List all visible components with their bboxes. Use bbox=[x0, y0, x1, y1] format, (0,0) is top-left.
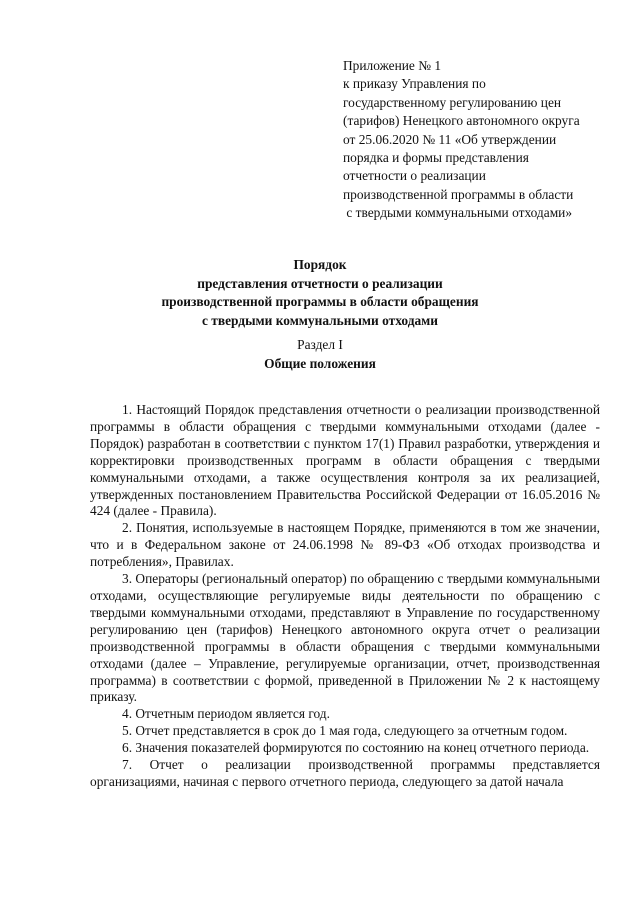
appendix-line: производственной программы в области bbox=[343, 186, 574, 202]
document-body bbox=[90, 402, 600, 791]
title-line: с твердыми коммунальными отходами bbox=[201, 312, 438, 328]
section-number: Раздел I bbox=[297, 337, 343, 352]
document-title bbox=[60, 256, 580, 330]
paragraph: 7. Отчет о реализации производственной программы представляется организациями, начиная с первого отчетного периода, следующего за датой начала bbox=[90, 757, 600, 789]
paragraph: 5. Отчет представляется в срок до 1 мая года, следующего за отчетным годом. bbox=[122, 723, 568, 739]
appendix-line: Приложение № 1 bbox=[343, 58, 442, 73]
paragraph: 3. Операторы (региональный оператор) по обращению с твердыми коммунальными отходами, осуществляющие регулируемые виды деятельности по обращению с твердыми коммунальными отходами, представляют в Управление по государственному регулированию цен (тарифов) Ненецкого автономного округа отчет о реализации производственной программы в области обращения с твердыми коммунальными отходами (далее – Управление, регулируемые организации, отчет, производственная программа) в соответствии с формой, приведенной в Приложении № 2 к настоящему приказу. bbox=[90, 571, 600, 705]
appendix-line: отчетности о реализации bbox=[343, 168, 486, 184]
title-line: Порядок bbox=[293, 257, 347, 272]
appendix-line: порядка и формы представления bbox=[343, 150, 529, 166]
title-line: производственной программы в области обращения bbox=[161, 294, 479, 310]
appendix-line: к приказу Управления по bbox=[343, 76, 486, 92]
paragraph: 1. Настоящий Порядок представления отчетности о реализации производственной программы в области обращения с твердыми коммунальными отходами (далее - Порядок) разработан в соответствии с пунктом 17(1) Правил разработки, утверждения и корректировки производственных программ в области обращения с твердыми коммунальными отходами, а также осуществления контроля за их реализацией, утвержденных постановлением Правительства Российской Федерации от 16.05.2016 № 424 (далее - Правила). bbox=[90, 402, 600, 519]
paragraph: 2. Понятия, используемые в настоящем Порядке, применяются в том же значении, что и в Федеральном законе от 24.06.1998 № 89-ФЗ «Об отходах производства и потребления», Правилах. bbox=[90, 520, 600, 570]
section-heading bbox=[60, 336, 580, 373]
paragraph: 6. Значения показателей формируются по состоянию на конец отчетного периода. bbox=[122, 740, 590, 756]
appendix-line: от 25.06.2020 № 11 «Об утверждении bbox=[343, 131, 557, 147]
appendix-line: государственному регулированию цен bbox=[343, 94, 562, 110]
paragraph: 4. Отчетным периодом является год. bbox=[122, 706, 330, 722]
section-title: Общие положения bbox=[264, 355, 376, 371]
appendix-header bbox=[343, 57, 623, 223]
appendix-line: (тарифов) Ненецкого автономного округа bbox=[343, 113, 580, 129]
title-line: представления отчетности о реализации bbox=[197, 275, 443, 291]
appendix-line: с твердыми коммунальными отходами» bbox=[343, 205, 573, 221]
